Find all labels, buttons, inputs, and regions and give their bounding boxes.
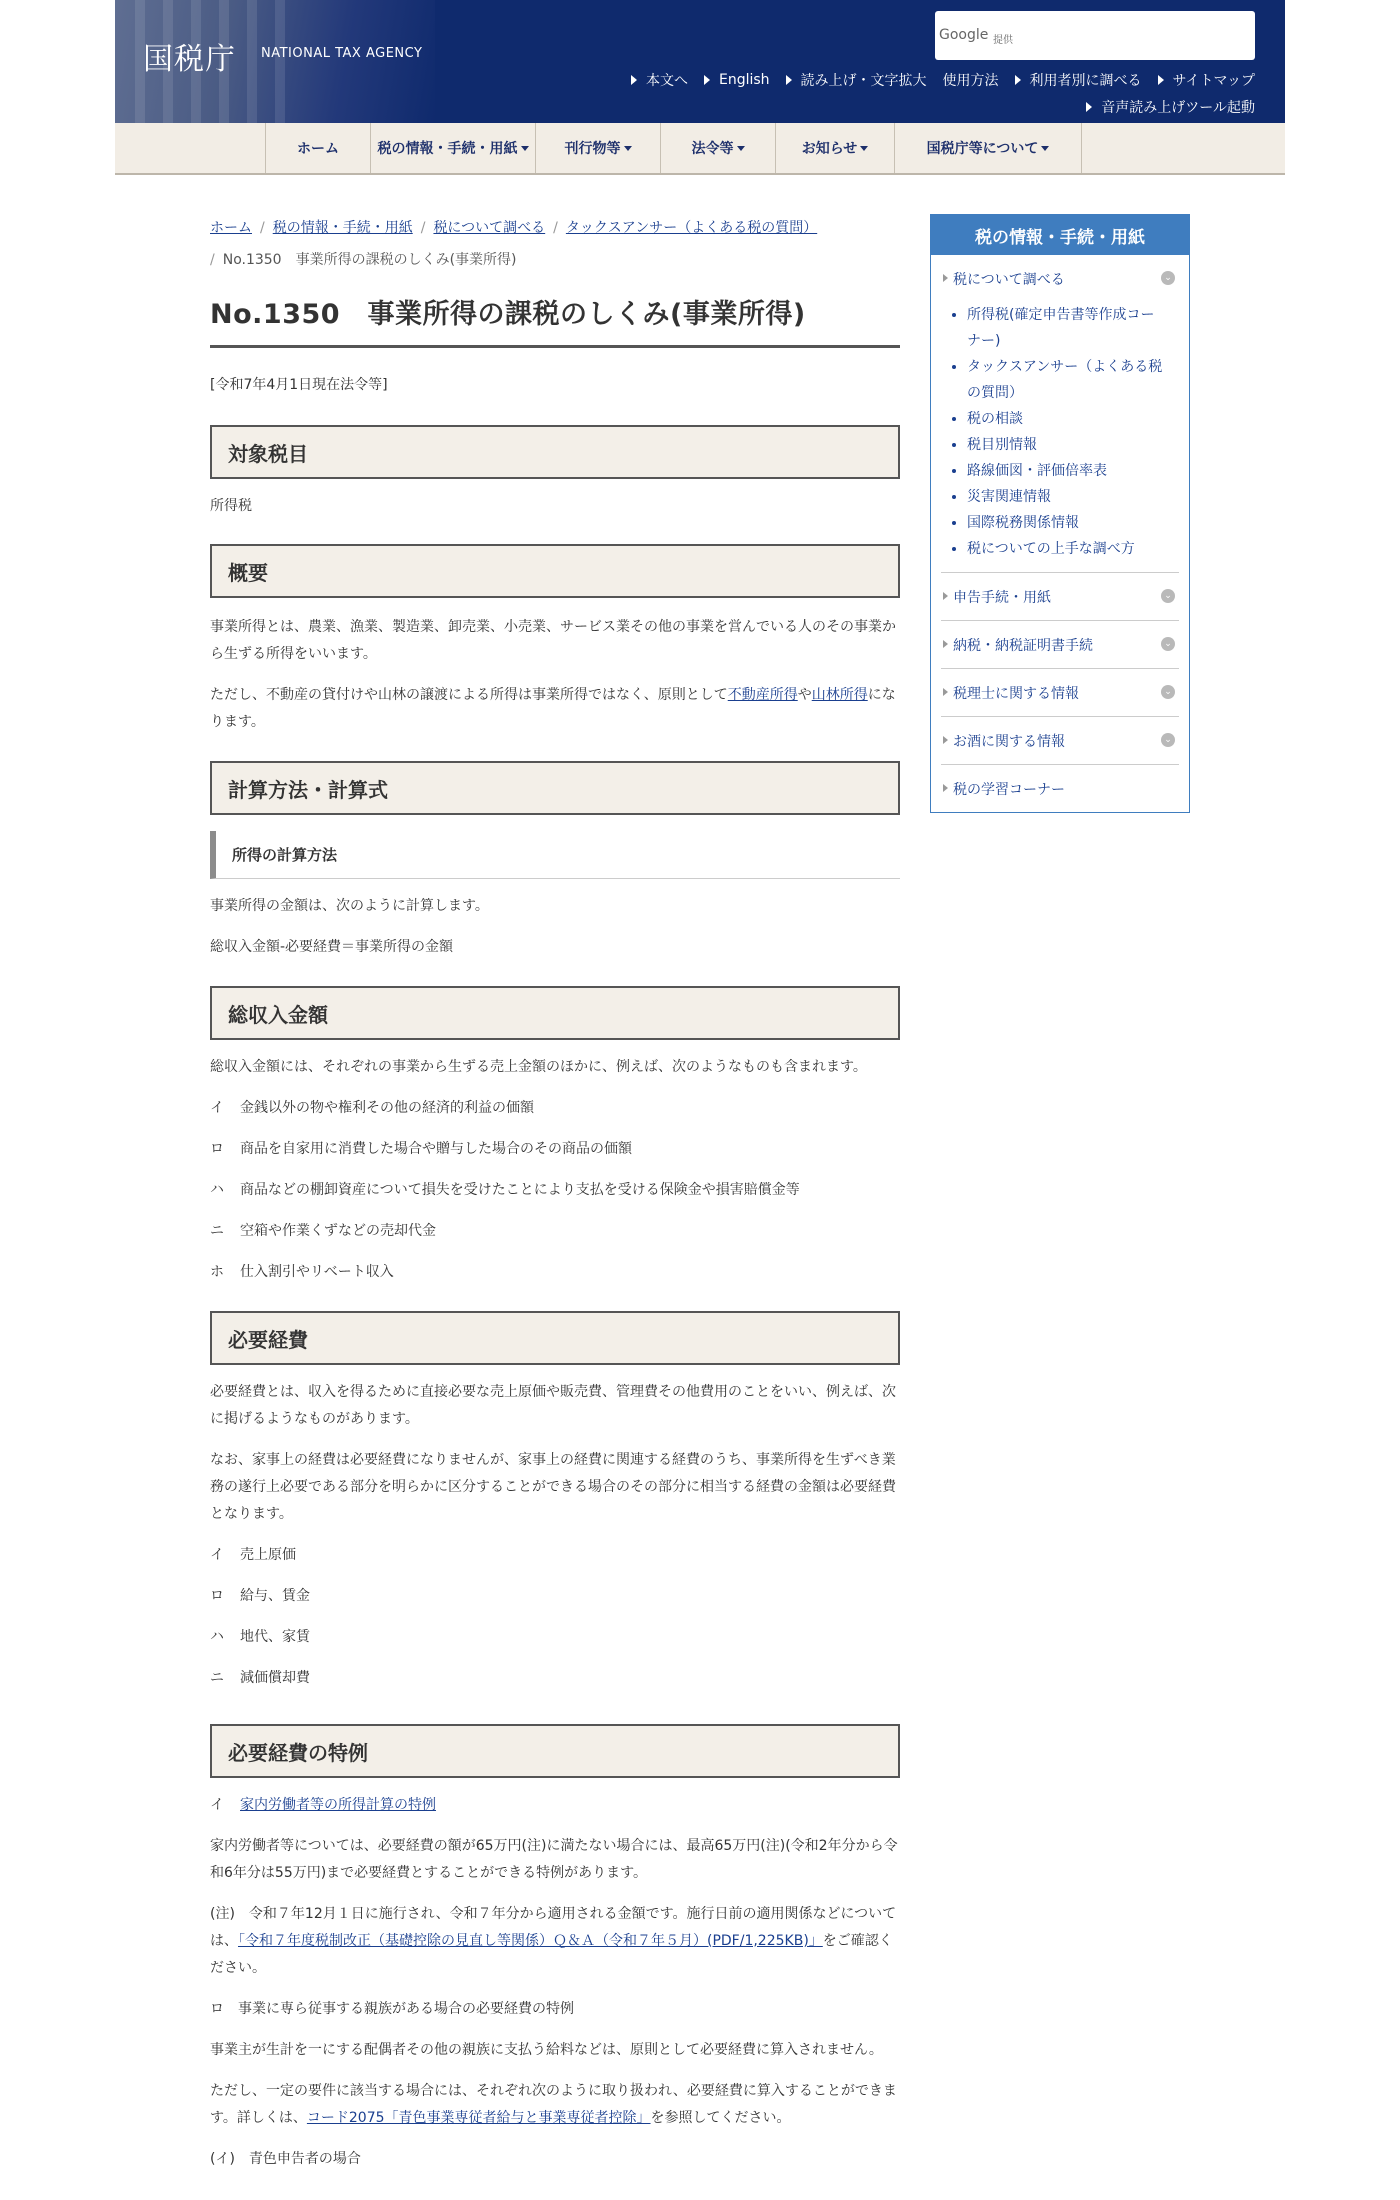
arrow-right-icon <box>943 274 948 282</box>
caret-down-icon <box>737 146 745 151</box>
side-group <box>941 669 1179 717</box>
expenses-paragraph-2: なお、家事上の経費は必要経費になりませんが、家事上の経費に関連する経費のうち、事業所得を生ずべき業務の遂行上必要である部分を明らかに区分することができる場合のその部分に相当する経費の金額は必要経費となります。 <box>210 1452 896 1522</box>
side-group <box>941 717 1179 765</box>
util-link-english[interactable]: English <box>704 70 770 90</box>
google-provided-label: 提供 <box>993 35 1013 46</box>
collapse-icon[interactable]: ⌄ <box>1161 271 1175 285</box>
arrow-right-icon <box>704 75 710 85</box>
gnav-about[interactable]: 国税庁等について <box>895 123 1082 173</box>
side-link-tax-lookup[interactable]: 税について調べる ⌄ <box>941 255 1179 302</box>
list-item: ホ 仕入割引やリベート収入 <box>210 1264 394 1280</box>
caret-down-icon <box>521 146 529 151</box>
breadcrumb: ホーム / 税の情報・手続・用紙 / 税について調べる / タックスアンサー（よくある税の質問） / No.1350 事業所得の課税のしくみ(事業所得) <box>210 220 818 268</box>
gnav-home[interactable]: ホーム <box>266 123 371 173</box>
util-link-readaloud[interactable]: 読み上げ・文字拡大 <box>786 70 927 90</box>
arrow-right-icon <box>786 75 792 85</box>
section-heading-overview: 概要 <box>210 544 900 598</box>
arrow-right-icon <box>943 592 948 600</box>
exception-ro-heading: ロ 事業に専ら従事する親族がある場合の必要経費の特例 <box>210 2001 574 2017</box>
google-search-box <box>935 11 1255 60</box>
list-item: ロ 商品を自家用に消費した場合や贈与した場合のその商品の価額 <box>210 1141 632 1157</box>
expand-icon[interactable]: ⌄ <box>1161 589 1175 603</box>
side-item-international[interactable]: • 国際税務関係情報 <box>967 510 1179 536</box>
google-brand: Google <box>939 27 989 43</box>
side-item-tax-answer[interactable]: • タックスアンサー（よくある税の質問） <box>967 354 1179 406</box>
breadcrumb-tax-info[interactable]: 税の情報・手続・用紙 <box>272 220 413 236</box>
list-item: イ 売上原価 <box>210 1547 296 1563</box>
side-link-payment[interactable]: 納税・納税証明書手続 ⌄ <box>941 621 1179 668</box>
side-item-disaster[interactable]: • 災害関連情報 <box>967 484 1179 510</box>
calculation-formula: 総収入金額-必要経費＝事業所得の金額 <box>210 939 454 955</box>
link-real-estate-income[interactable]: 不動産所得 <box>727 687 798 703</box>
gnav-news[interactable]: お知らせ <box>776 123 895 173</box>
section-heading-calculation: 計算方法・計算式 <box>210 761 900 815</box>
breadcrumb-current: No.1350 事業所得の課税のしくみ(事業所得) <box>222 252 517 268</box>
site-logo-english: NATIONAL TAX AGENCY <box>261 46 423 61</box>
exception-paragraph-2: 事業主が生計を一にする配偶者その他の親族に支払う給料などは、原則として必要経費に算入されません。 <box>210 2042 883 2058</box>
site-logo[interactable]: 国税庁 <box>143 42 236 77</box>
gross-revenue-intro: 総収入金額には、それぞれの事業から生ずる売上金額のほかに、例えば、次のようなものも含まれます。 <box>210 1059 867 1075</box>
overview-paragraph-2: ただし、不動産の貸付けや山林の譲渡による所得は事業所得ではなく、原則として不動産所得や山林所得になります。 <box>210 687 896 730</box>
caret-down-icon <box>1041 146 1049 151</box>
side-link-learning-corner[interactable]: 税の学習コーナー <box>941 765 1179 812</box>
caret-down-icon <box>860 146 868 151</box>
breadcrumb-tax-lookup[interactable]: 税について調べる <box>433 220 546 236</box>
side-group <box>941 765 1179 812</box>
link-home-worker-special[interactable]: 家内労働者等の所得計算の特例 <box>240 1797 436 1813</box>
exception-note: (注) 令和７年12月１日に施行され、令和７年分から適用される金額です。施行日前の適用関係などについては、「令和７年度税制改正（基礎控除の見直し等関係）Ｑ＆Ａ（令和７年５月）(PDF/1,225KB)」をご確認ください。 <box>210 1906 897 1976</box>
side-item-search-tips[interactable]: • 税についての上手な調べ方 <box>967 536 1179 562</box>
side-item-tax-consultation[interactable]: • 税の相談 <box>967 406 1179 432</box>
side-group <box>941 573 1179 621</box>
side-item-income-tax[interactable]: • 所得税(確定申告書等作成コーナー) <box>967 302 1179 354</box>
link-code-2075[interactable]: コード2075「青色事業専従者給与と事業専従者控除」 <box>306 2110 651 2126</box>
side-nav-title: 税の情報・手続・用紙 <box>931 215 1189 255</box>
target-tax-text: 所得税 <box>210 498 252 514</box>
list-item: イ 金銭以外の物や権利その他の経済的利益の価額 <box>210 1100 534 1116</box>
calculation-text: 事業所得の金額は、次のように計算します。 <box>210 898 489 914</box>
side-link-tax-accountant[interactable]: 税理士に関する情報 ⌄ <box>941 669 1179 716</box>
side-link-liquor[interactable]: お酒に関する情報 ⌄ <box>941 717 1179 764</box>
arrow-right-icon <box>943 688 948 696</box>
list-item: イ 家内労働者等の所得計算の特例 <box>210 1797 436 1813</box>
expenses-paragraph-1: 必要経費とは、収入を得るために直接必要な売上原価や販売費、管理費その他費用のことをいい、例えば、次に掲げるようなものがあります。 <box>210 1384 896 1427</box>
caret-down-icon <box>624 146 632 151</box>
voice-tool-link[interactable]: 音声読み上げツール起動 <box>1086 97 1255 117</box>
expand-icon[interactable]: ⌄ <box>1161 685 1175 699</box>
search-input[interactable] <box>1025 21 1249 51</box>
exception-blue-return: (イ) 青色申告者の場合 <box>210 2151 361 2167</box>
list-item: ロ 給与、賃金 <box>210 1588 310 1604</box>
link-tax-reform-qa-pdf[interactable]: 「令和７年度税制改正（基礎控除の見直し等関係）Ｑ＆Ａ（令和７年５月）(PDF/1,225KB)」 <box>238 1933 823 1949</box>
gnav-laws[interactable]: 法令等 <box>661 123 776 173</box>
side-item-route-price-map[interactable]: • 路線価図・評価倍率表 <box>967 458 1179 484</box>
arrow-right-icon <box>943 640 948 648</box>
utility-links <box>631 70 1255 90</box>
global-nav <box>115 123 1285 175</box>
subheading-income-calculation: 所得の計算方法 <box>210 831 900 879</box>
side-item-by-tax-type[interactable]: • 税目別情報 <box>967 432 1179 458</box>
gnav-tax-info[interactable]: 税の情報・手続・用紙 <box>371 123 536 173</box>
expand-icon[interactable]: ⌄ <box>1161 733 1175 747</box>
util-link-by-user[interactable]: 利用者別に調べる <box>1015 70 1142 90</box>
section-heading-expense-exceptions: 必要経費の特例 <box>210 1724 900 1778</box>
arrow-right-icon <box>943 784 948 792</box>
arrow-right-icon <box>1158 75 1164 85</box>
section-heading-gross-revenue: 総収入金額 <box>210 986 900 1040</box>
arrow-right-icon <box>943 736 948 744</box>
arrow-right-icon <box>1015 75 1021 85</box>
gnav-publications[interactable]: 刊行物等 <box>536 123 661 173</box>
breadcrumb-home[interactable]: ホーム <box>210 220 252 236</box>
exception-paragraph-1: 家内労働者等については、必要経費の額が65万円(注)に満たない場合には、最高65万円(注)(令和2年分から令和6年分は55万円)まで必要経費とすることができる特例があります。 <box>210 1838 898 1881</box>
exception-paragraph-3: ただし、一定の要件に該当する場合には、それぞれ次のように取り扱われ、必要経費に算入することができます。詳しくは、コード2075「青色事業専従者給与と事業専従者控除」を参照してください。 <box>210 2083 897 2126</box>
overview-paragraph-1: 事業所得とは、農業、漁業、製造業、卸売業、小売業、サービス業その他の事業を営んでいる人のその事業から生ずる所得をいいます。 <box>210 619 896 662</box>
section-heading-target-tax: 対象税目 <box>210 425 900 479</box>
main-content <box>210 212 900 2173</box>
list-item: ニ 減価償却費 <box>210 1670 310 1686</box>
side-group-tax-lookup <box>941 255 1179 573</box>
list-item: ニ 空箱や作業くずなどの売却代金 <box>210 1223 436 1239</box>
link-timber-income[interactable]: 山林所得 <box>811 687 868 703</box>
util-link-howto[interactable]: 使用方法 <box>942 73 999 89</box>
side-link-filing[interactable]: 申告手続・用紙 ⌄ <box>941 573 1179 620</box>
page-title: No.1350 事業所得の課税のしくみ(事業所得) <box>210 292 900 348</box>
arrow-right-icon <box>1086 102 1092 112</box>
breadcrumb-tax-answer[interactable]: タックスアンサー（よくある税の質問） <box>565 220 818 236</box>
section-heading-expenses: 必要経費 <box>210 1311 900 1365</box>
side-group <box>941 621 1179 669</box>
util-link-sitemap[interactable]: サイトマップ <box>1158 70 1255 90</box>
side-nav <box>930 214 1190 813</box>
list-item: ハ 商品などの棚卸資産について損失を受けたことにより支払を受ける保険金や損害賠償金等 <box>210 1182 800 1198</box>
as-of-date: [令和7年4月1日現在法令等] <box>210 377 388 393</box>
arrow-right-icon <box>631 75 637 85</box>
expand-icon[interactable]: ⌄ <box>1161 637 1175 651</box>
list-item: ハ 地代、家賃 <box>210 1629 310 1645</box>
site-header <box>115 0 1285 123</box>
util-link-honbun[interactable]: 本文へ <box>631 70 688 90</box>
